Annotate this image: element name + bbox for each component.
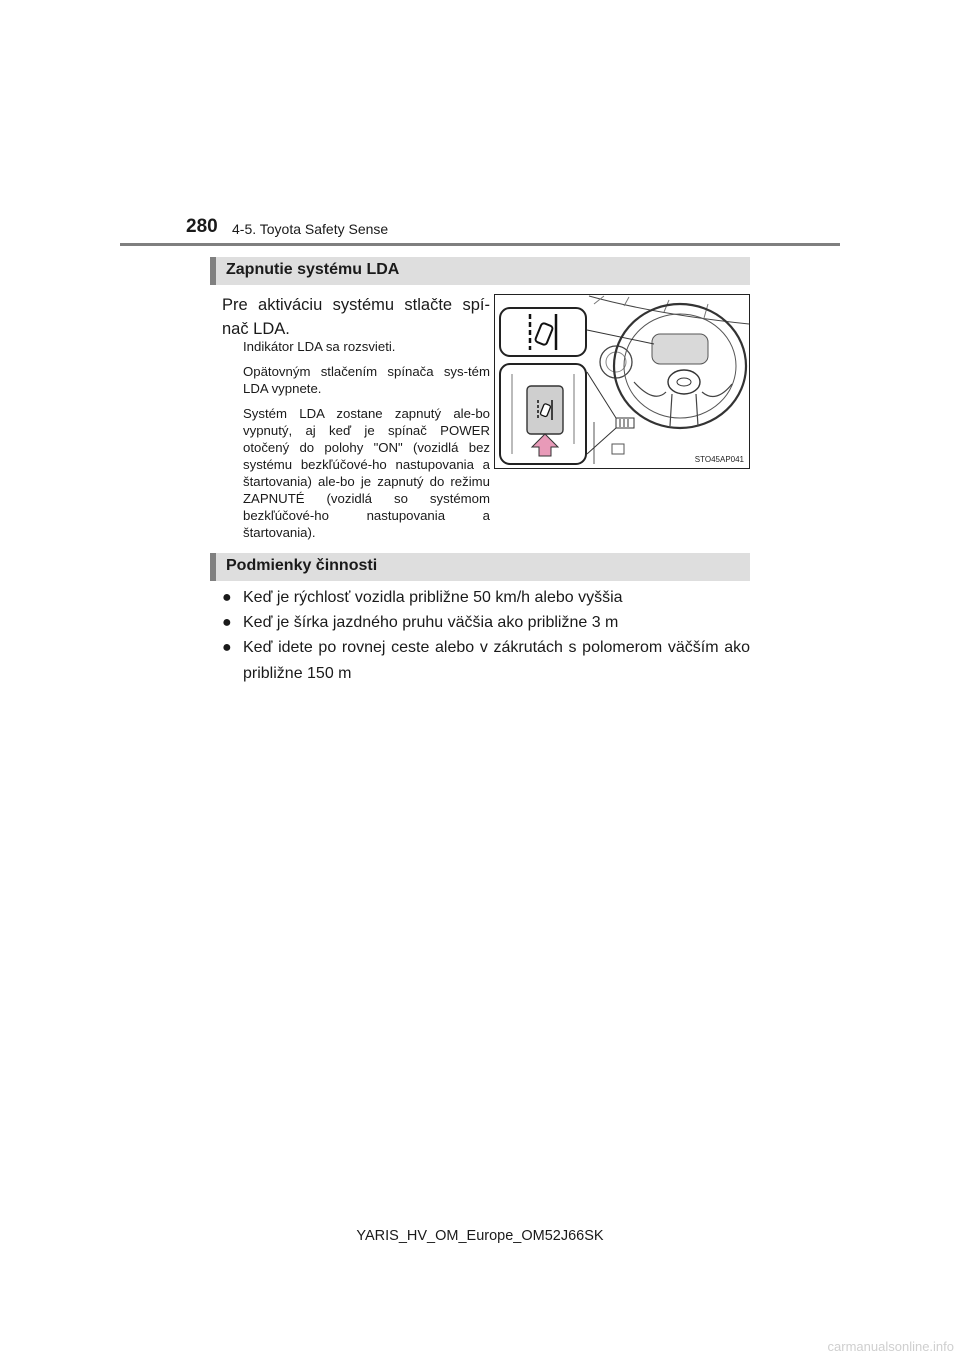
bullet-icon: ● — [222, 639, 232, 656]
note-system-state-retained: Systém LDA zostane zapnutý ale-bo vypnutý, aj keď je spínač POWER otočený do polohy "ON" (vozidlá bez systému bezkľúčové-ho nastupovania a štartovania) ale-bo je zapnutý do režimu ZAPNUTÉ (vozidlá so systémom bezkľúčové-ho nastupovania a štartovania). — [243, 406, 490, 540]
list-item-text: Keď je rýchlosť vozidla približne 50 km/h alebo vyššia — [243, 589, 623, 606]
section-heading-conditions — [210, 553, 750, 581]
bullet-icon: ● — [222, 589, 232, 606]
page-number: 280 — [186, 216, 218, 237]
note-switch-off: Opätovným stlačením spínača sys-tém LDA vypnete. — [243, 364, 490, 396]
note-indicator-lights: Indikátor LDA sa rozsvieti. — [243, 339, 396, 354]
chapter-title: 4-5. Toyota Safety Sense — [232, 221, 389, 237]
section-heading-label: Zapnutie systému LDA — [226, 261, 400, 278]
list-item-text: Keď je šírka jazdného pruhu väčšia ako približne 3 m — [243, 614, 619, 631]
section-heading-label: Podmienky činnosti — [226, 557, 378, 574]
figure-code: STO45AP041 — [694, 455, 744, 464]
section-heading-lda-on — [210, 257, 750, 285]
instruction-text: Pre aktiváciu systému stlačte spí-nač LDA. — [222, 296, 490, 338]
bullet-icon: ● — [222, 614, 232, 631]
footer-doc-code: YARIS_HV_OM_Europe_OM52J66SK — [356, 1228, 604, 1244]
watermark: carmanualsonline.info — [827, 1339, 954, 1354]
dashboard-illustration — [494, 294, 750, 469]
list-item-text: Keď idete po rovnej ceste alebo v zákrutách s polomerom väčším ako približne 150 m — [243, 639, 750, 682]
header-rule — [120, 243, 840, 246]
